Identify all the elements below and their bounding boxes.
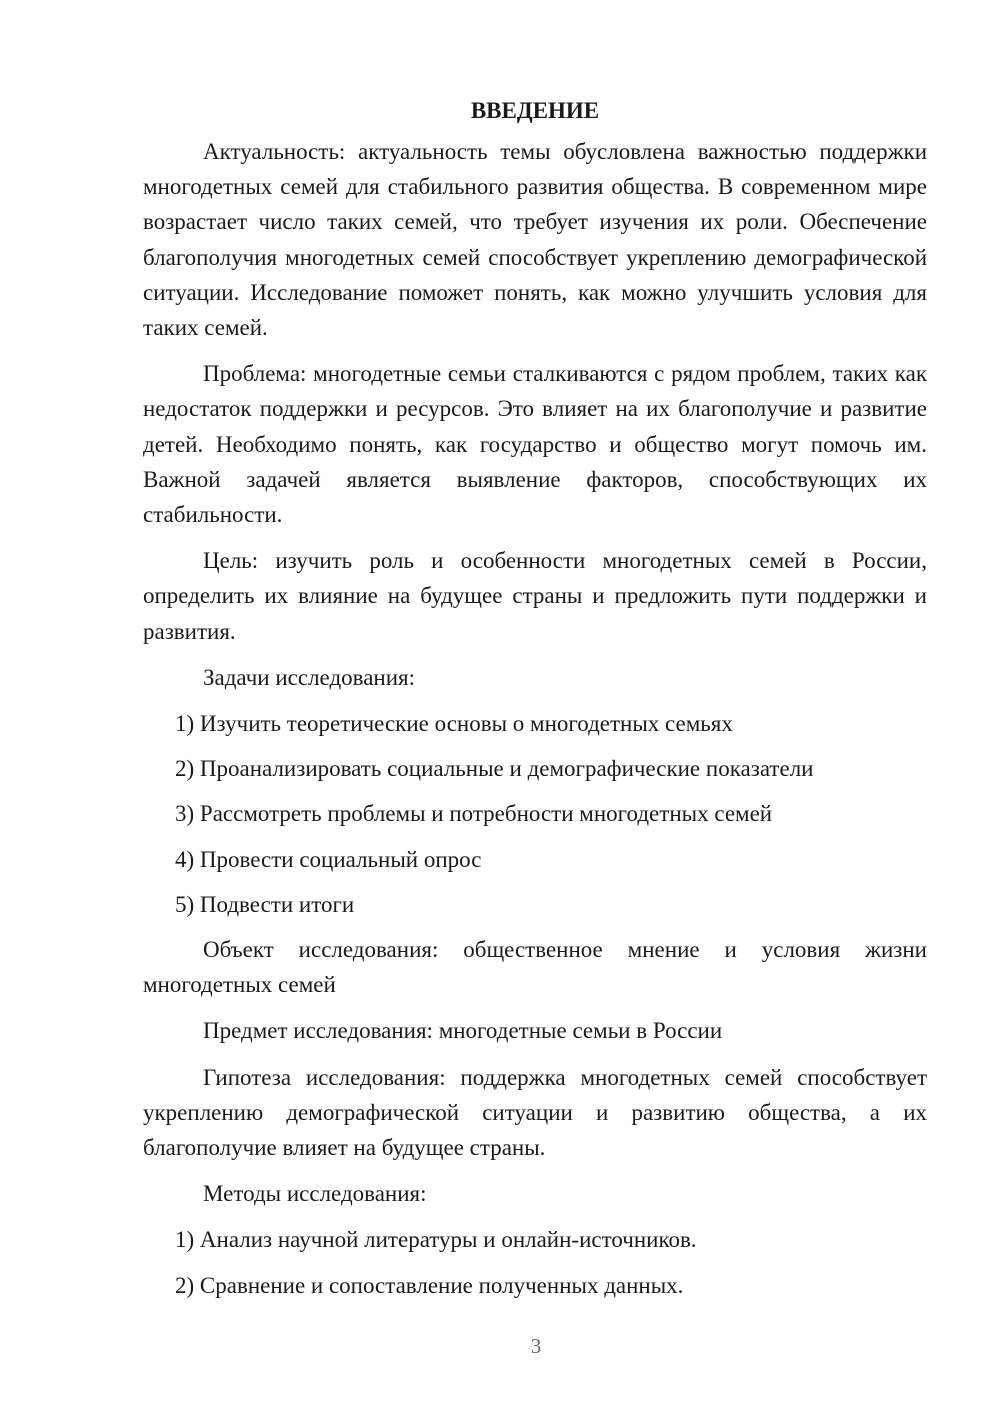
page-number: 3 xyxy=(530,1334,542,1358)
task-item: 4) Провести социальный опрос xyxy=(175,846,482,872)
method-item: 2) Сравнение и сопоставление полученных данных. xyxy=(175,1272,684,1298)
paragraph-subject: Предмет исследования: многодетные семьи в России xyxy=(203,1018,723,1044)
paragraph-goal: Цель: изучить роль и особенности многодетных семей в России, определить их влияние на будущее страны и предложить пути поддержки и развития. xyxy=(143,548,927,644)
task-item: 5) Подвести итоги xyxy=(175,891,355,917)
paragraph-relevance: Актуальность: актуальность темы обусловлена важностью поддержки многодетных семей для стабильного развития общества. В современном мире возрастает число таких семей, что требует изучения их роли. Обеспечение благополучия многодетных семей способствует укреплению демографической ситуации. Исследование поможет понять, как можно улучшить условия для таких семей. xyxy=(143,139,927,341)
page-content xyxy=(143,93,927,1313)
task-item: 2) Проанализировать социальные и демографические показатели xyxy=(175,756,814,782)
task-item: 3) Рассмотреть проблемы и потребности многодетных семей xyxy=(175,801,773,827)
methods-list xyxy=(143,1222,927,1302)
paragraph-object: Объект исследования: общественное мнение и условия жизни многодетных семей xyxy=(143,937,927,998)
task-item: 1) Изучить теоретические основы о многодетных семьях xyxy=(175,711,733,737)
tasks-heading: Задачи исследования: xyxy=(203,664,416,690)
page-title: ВВЕДЕНИЕ xyxy=(470,98,600,123)
tasks-list xyxy=(143,706,927,922)
methods-heading: Методы исследования: xyxy=(203,1181,427,1207)
paragraph-problem: Проблема: многодетные семьи сталкиваются с рядом проблем, таких как недостаток поддержки и ресурсов. Это влияет на их благополучие и развитие детей. Необходимо понять, как государство и общество могут помочь им. Важной задачей является выявление факторов, способствующих их стабильности. xyxy=(143,361,927,528)
method-item: 1) Анализ научной литературы и онлайн-источников. xyxy=(175,1227,697,1253)
paragraph-hypothesis: Гипотеза исследования: поддержка многодетных семей способствует укреплению демографической ситуации и развитию общества, а их благополучие влияет на будущее страны. xyxy=(143,1064,927,1161)
